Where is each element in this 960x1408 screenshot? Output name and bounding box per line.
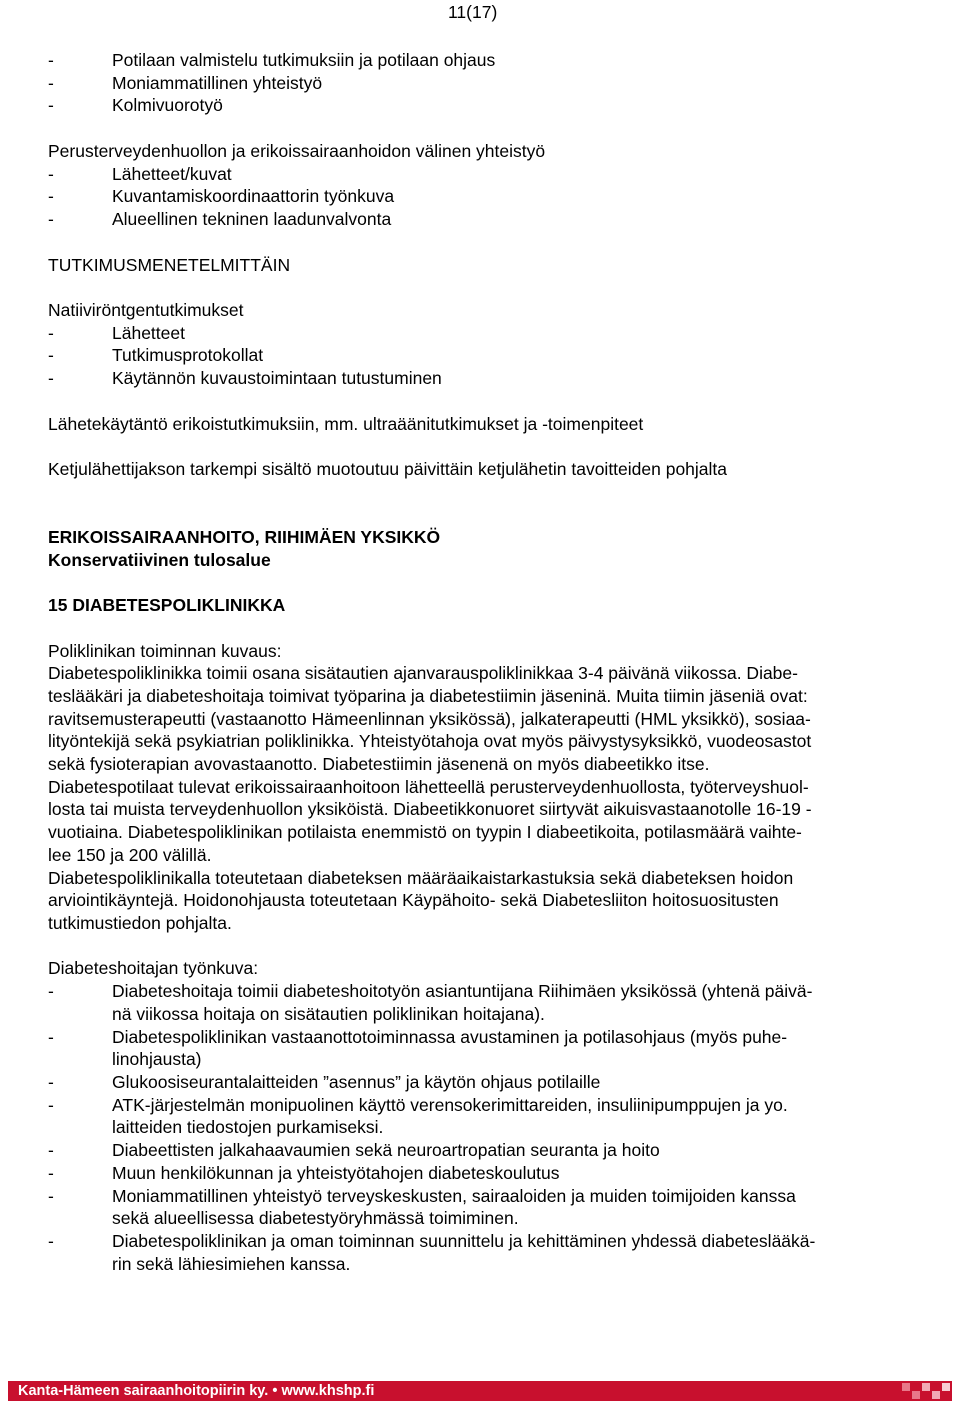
footer-banner <box>8 1381 952 1401</box>
list-item-continuation: sekä alueellisessa diabetestyöryhmässä toimiminen. <box>112 1208 519 1229</box>
spacer <box>48 390 918 413</box>
list-item-text: Potilaan valmistelu tutkimuksiin ja potilaan ohjaus <box>112 50 496 70</box>
list-item <box>48 208 918 231</box>
text-line: vuotiaina. Diabetespoliklinikan potilaista enemmistö on tyypin I diabeetikoita, potilasmäärä vaihte- <box>48 822 802 843</box>
text-line: lee 150 ja 200 välillä. <box>48 844 212 865</box>
list-item-text: Glukoosiseurantalaitteiden ”asennus” ja käytön ohjaus potilaille <box>112 1071 601 1092</box>
list-item-text: Käytännön kuvaustoimintaan tutustuminen <box>112 368 442 389</box>
text-line: losta tai muista terveydenhuollon yksiköistä. Diabeetikkonuoret siirtyvät aikuisvastaanotolle 16-19 - <box>48 799 812 820</box>
list-item <box>48 1139 918 1162</box>
list-item <box>48 367 918 390</box>
list-item <box>48 980 918 1003</box>
bullet-dash: - <box>48 345 54 366</box>
section-heading: ERIKOISSAIRAANHOITO, RIIHIMÄEN YKSIKKÖ <box>48 526 441 547</box>
list-item-text: Tutkimusprotokollat <box>112 345 264 366</box>
text-line: Diabetespoliklinikalla toteutetaan diabeteksen määräaikaistarkastuksia sekä diabeteksen hoidon <box>48 867 794 888</box>
bullet-dash: - <box>48 1230 54 1251</box>
list-item <box>48 185 918 208</box>
spacer <box>48 231 918 254</box>
bullet-dash: - <box>48 163 54 184</box>
list-item-continuation: laitteiden tiedostojen purkamiseksi. <box>112 1117 384 1138</box>
text-line: ravitsemusterapeutti (vastaanotto Hämeenlinnan yksikössä), jalkaterapeutti (HML yksikkö), sosiaa- <box>48 708 811 729</box>
bullet-dash: - <box>48 1140 54 1161</box>
footer-decoration <box>752 1381 952 1401</box>
text-line: teslääkäri ja diabeteshoitaja toimivat työparina ja diabetestiimin jäseninä. Muita tiimin jäseniä ovat: <box>48 685 808 706</box>
list-item-text: Diabetespoliklinikan vastaanottotoiminnassa avustaminen ja potilasohjaus (myös puhe- <box>112 1026 788 1047</box>
list-item <box>48 1026 918 1049</box>
spacer <box>48 571 918 594</box>
list-item <box>48 49 918 72</box>
list-item <box>48 72 918 95</box>
list-item-continuation: linohjausta) <box>112 1049 202 1070</box>
list-item-text: Moniammatillinen yhteistyö <box>112 72 323 93</box>
bullet-dash: - <box>48 50 54 70</box>
list-item-text: Kolmivuorotyö <box>112 95 223 116</box>
list-item <box>48 1185 918 1208</box>
page-number: 11(17) <box>448 2 498 22</box>
text-line: arviointikäyntejä. Hoidonohjausta toteutetaan Käypähoito- sekä Diabetesliiton hoitosuositusten <box>48 890 779 911</box>
section-heading: 15 DIABETESPOLIKLINIKKA <box>48 595 286 616</box>
text-line: Natiiviröntgentutkimukset <box>48 300 244 321</box>
list-item-text: Moniammatillinen yhteistyö terveyskeskusten, sairaaloiden ja muiden toimijoiden kanssa <box>112 1185 796 1206</box>
list-item <box>48 1230 918 1253</box>
text-line: Lähetekäytäntö erikoistutkimuksiin, mm. ultraäänitutkimukset ja -toimenpiteet <box>48 413 644 434</box>
bullet-dash: - <box>48 1162 54 1183</box>
document-body <box>48 49 918 1275</box>
list-item-text: Diabetespoliklinikan ja oman toiminnan suunnittelu ja kehittäminen yhdessä diabeteslääkä- <box>112 1230 816 1251</box>
list-item-text: Diabeettisten jalkahaavaumien sekä neuroartropatian seuranta ja hoito <box>112 1140 660 1161</box>
bullet-dash: - <box>48 72 54 93</box>
spacer <box>48 617 918 640</box>
text-line: Diabetespoliklinikka toimii osana sisätautien ajanvarauspoliklinikkaa 3-4 päivänä viikossa. Diabe- <box>48 663 798 684</box>
bullet-dash: - <box>48 209 54 230</box>
bullet-dash: - <box>48 1094 54 1115</box>
text-line: sekä fysioterapian avovastaanotto. Diabetestiimin jäsenenä on myös diabeetikko itse. <box>48 754 710 775</box>
list-item-text: Kuvantamiskoordinaattorin työnkuva <box>112 186 395 207</box>
list-item-text: Muun henkilökunnan ja yhteistyötahojen diabeteskoulutus <box>112 1162 560 1183</box>
list-item-text: Lähetteet <box>112 322 185 343</box>
list-item-continuation: nä viikossa hoitaja on sisätautien poliklinikan hoitajana). <box>112 1003 545 1024</box>
section-heading: Konservatiivinen tulosalue <box>48 549 271 570</box>
bullet-dash: - <box>48 1185 54 1206</box>
text-line: Poliklinikan toiminnan kuvaus: <box>48 640 282 661</box>
bullet-dash: - <box>48 1071 54 1092</box>
list-item <box>48 322 918 345</box>
text-line: Ketjulähettijakson tarkempi sisältö muotoutuu päivittäin ketjulähetin tavoitteiden pohjalta <box>48 459 728 480</box>
bullet-dash: - <box>48 368 54 389</box>
bullet-dash: - <box>48 95 54 116</box>
bullet-dash: - <box>48 1026 54 1047</box>
list-item <box>48 163 918 186</box>
spacer <box>48 117 918 140</box>
list-item <box>48 1094 918 1117</box>
list-item-text: ATK-järjestelmän monipuolinen käyttö verensokerimittareiden, insuliinipumppujen ja yo. <box>112 1094 788 1115</box>
text-line: Diabeteshoitajan työnkuva: <box>48 958 259 979</box>
spacer <box>48 481 918 526</box>
text-line: Perusterveydenhuollon ja erikoissairaanhoidon välinen yhteistyö <box>48 140 546 161</box>
text-line: lityöntekijä sekä psykiatrian poliklinikka. Yhteistyötahoja ovat myös päivystysyksikkö, vuodeosastot <box>48 731 812 752</box>
footer-text: Kanta-Hämeen sairaanhoitopiirin ky. • www.khshp.fi <box>18 1383 375 1399</box>
spacer <box>48 435 918 458</box>
bullet-dash: - <box>48 186 54 207</box>
list-item-continuation: rin sekä lähiesimiehen kanssa. <box>112 1253 351 1274</box>
spacer <box>48 935 918 958</box>
bullet-dash: - <box>48 322 54 343</box>
bullet-dash: - <box>48 981 54 1002</box>
list-item <box>48 1071 918 1094</box>
list-item-text: Diabeteshoitaja toimii diabeteshoitotyön asiantuntijana Riihimäen yksikössä (yhtenä päivä- <box>112 981 813 1002</box>
text-line: tutkimustiedon pohjalta. <box>48 912 232 933</box>
list-item-text: Alueellinen tekninen laadunvalvonta <box>112 209 392 230</box>
list-item-text: Lähetteet/kuvat <box>112 163 232 184</box>
text-line: Diabetespotilaat tulevat erikoissairaanhoitoon lähetteellä perusterveydenhuollosta, työterveyshuol- <box>48 776 809 797</box>
list-item <box>48 1162 918 1185</box>
list-item <box>48 344 918 367</box>
list-item <box>48 94 918 117</box>
spacer <box>48 276 918 299</box>
text-line: TUTKIMUSMENETELMITTÄIN <box>48 254 291 275</box>
